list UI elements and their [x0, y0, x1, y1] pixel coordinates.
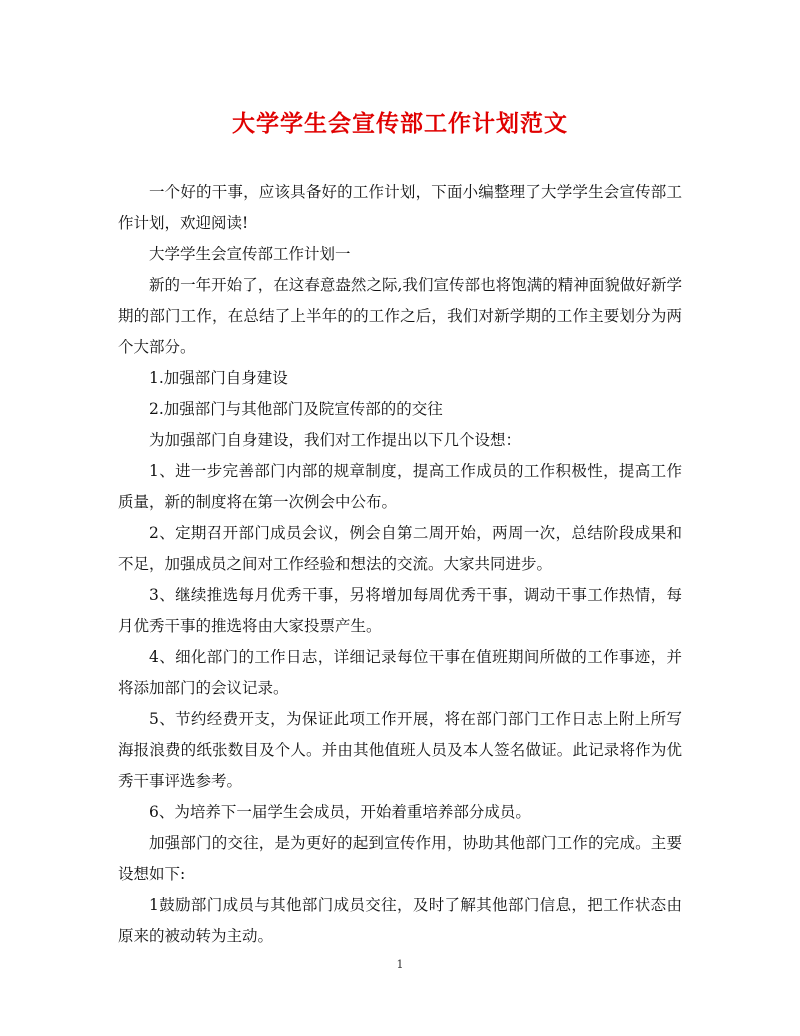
- paragraph-item-3: 3、继续推选每月优秀干事，另将增加每周优秀干事，调动干事工作热情，每月优秀干事的推选将由大家投票产生。: [118, 586, 682, 635]
- document-title: 大学学生会宣传部工作计划范文: [232, 110, 568, 137]
- page-number: 1: [396, 958, 404, 971]
- paragraph-item-1: 1、进一步完善部门内部的规章制度，提高工作成员的工作积极性，提高工作质量，新的制度将在第一次例会中公布。: [118, 462, 682, 511]
- paragraph-exchange-1: 1鼓励部门成员与其他部门成员交往，及时了解其他部门信息，把工作状态由原来的被动转为主动。: [118, 896, 682, 945]
- paragraph-item-4: 4、细化部门的工作日志，详细记录每位干事在值班期间所做的工作事迹，并将添加部门的会议记录。: [118, 648, 682, 697]
- paragraph-plan-heading: 大学学生会宣传部工作计划一: [149, 245, 351, 263]
- paragraph-ideas-intro: 为加强部门自身建设，我们对工作提出以下几个设想：: [149, 431, 522, 449]
- paragraph-exchange-intro: 加强部门的交往，是为更好的起到宣传作用，协助其他部门工作的完成。主要设想如下:: [118, 834, 682, 883]
- paragraph-overview: 新的一年开始了，在这春意盎然之际,我们宣传部也将饱满的精神面貌做好新学期的部门工作，在总结了上半年的的工作之后，我们对新学期的工作主要划分为两个大部分。: [118, 276, 682, 356]
- paragraph-part-2: 2.加强部门与其他部门及院宣传部的的交往: [149, 400, 443, 418]
- paragraph-item-6: 6、为培养下一届学生会成员，开始着重培养部分成员。: [149, 803, 531, 821]
- paragraph-part-1: 1.加强部门自身建设: [149, 369, 288, 387]
- paragraph-item-2: 2、定期召开部门成员会议，例会自第二周开始，两周一次，总结阶段成果和不足，加强成员之间对工作经验和想法的交流。大家共同进步。: [118, 524, 682, 573]
- paragraph-intro: 一个好的干事，应该具备好的工作计划，下面小编整理了大学学生会宣传部工作计划，欢迎阅读!: [118, 183, 682, 232]
- paragraph-item-5: 5、节约经费开支，为保证此项工作开展，将在部门部门工作日志上附上所写海报浪费的纸张数目及个人。并由其他值班人员及本人签名做证。此记录将作为优秀干事评选参考。: [118, 710, 682, 790]
- document-body: [118, 177, 682, 952]
